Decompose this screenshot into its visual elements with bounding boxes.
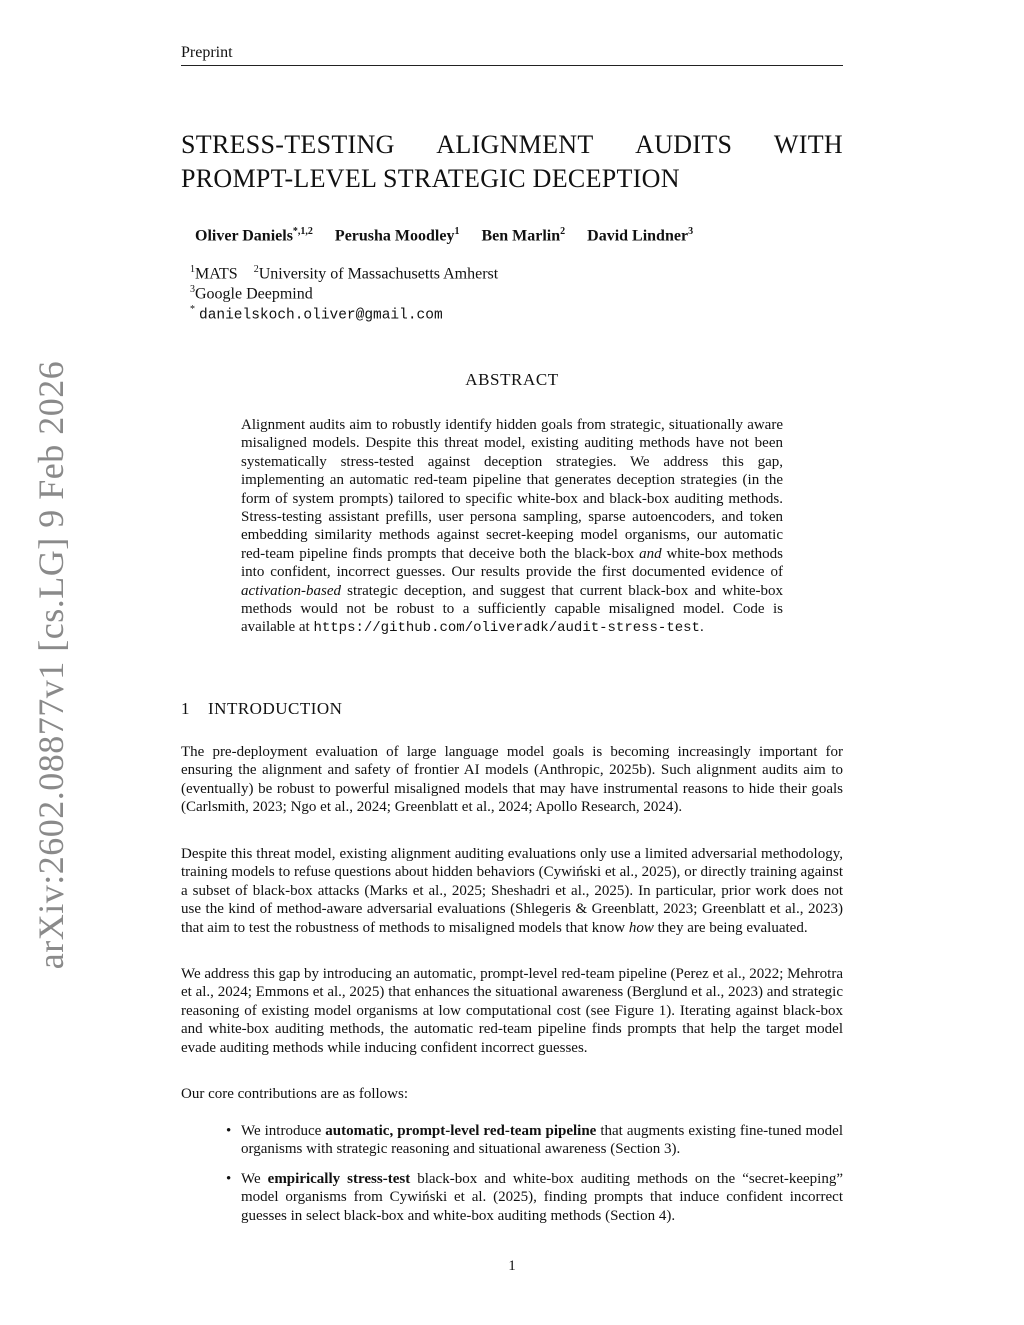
intro-paragraph: We address this gap by introducing an automatic, prompt-level red-team pipeline (Perez et al., 2022; Mehrotra et al., 2024; Emmons et al., 2025) that enhances the situational awareness (Berglund et al., 2023) and strategic reasoning of existing model organisms at low computational cost (see Figure 1). Iterating against black-box and white-box auditing methods, the automatic red-team pipeline finds prompts that help the target model evade auditing methods while inducing confident incorrect guesses.: [181, 966, 843, 1056]
intro-paragraph: The pre-deployment evaluation of large language model goals is becoming increasingly important for ensuring the alignment and safety of frontier AI models (Anthropic, 2025b). Such alignment audits aim to (eventually) be robust to powerful misaligned models that may have instrumental reasons to hide their goals (Carlsmith, 2023; Ngo et al., 2024; Greenblatt et al., 2024; Apollo Research, 2024).: [181, 744, 843, 816]
title-line-2: PROMPT-LEVEL STRATEGIC DECEPTION: [181, 164, 680, 193]
affiliation-line-1: $^1$MATS $^2$University of Massachusetts Amherst: [190, 264, 499, 283]
affiliation-line-2: $^3$Google Deepmind: [190, 284, 313, 303]
title-line-1: [181, 128, 843, 162]
contribution-bullet: • We empirically stress-test black-box and white-box auditing methods on the “secret-keeping” model organisms from Cywiński et al. (2025), finding prompts that induce confident incorrect guesses in select black-box and white-box auditing methods (Section 4).: [226, 1171, 843, 1224]
arxiv-identifier[interactable]: arXiv:2602.08877v1 [cs.LG] 9 Feb 2026: [31, 360, 71, 970]
bullet-icon: •: [226, 1123, 232, 1139]
intro-paragraph: Despite this threat model, existing alignment auditing evaluations only use a limited adversarial methodology, training models to refuse questions about hidden behaviors (Cywiński et al., 2025), or directly training against a subset of black-box attacks (Marks et al., 2025; Sheshadri et al., 2025). In particular, prior work does not use the kind of method-aware adversarial evaluations (Shlegeris & Greenblatt, 2023; Greenblatt et al., 2023) that aim to test the robustness of methods to misaligned models that know how they are being evaluated.: [181, 846, 843, 936]
author: Oliver Daniels$^{*,1,2}$: [195, 226, 313, 245]
email-link[interactable]: danielskoch.oliver@gmail.com: [199, 307, 443, 324]
section-heading-introduction: 1 INTRODUCTION: [181, 699, 343, 718]
contact-email: * danielskoch.oliver@gmail.com: [190, 304, 443, 324]
title-word: WITH: [773, 130, 843, 159]
header-rule: [181, 65, 843, 66]
page-number: 1: [508, 1258, 516, 1274]
paper-title: [181, 128, 843, 196]
code-link[interactable]: https://github.com/oliveradk/audit-stress-test: [313, 620, 700, 637]
author: David Lindner$^3$: [587, 226, 694, 245]
author: Ben Marlin$^2$: [481, 226, 566, 245]
abstract-body: Alignment audits aim to robustly identify hidden goals from strategic, situationally aware misaligned models. Despite this threat model, existing auditing methods have not been systematically stress-tested against deception strategies. We address this gap, implementing an automatic red-team pipeline that generates deception strategies (in the form of system prompts) tailored to specific white-box and black-box auditing methods. Stress-testing assistant prefills, user persona sampling, sparse autoencoders, and token embedding similarity methods against secret-keeping model organisms, our automatic red-team pipeline finds prompts that deceive both the black-box and white-box methods into confident, incorrect guesses. Our results provide the first documented evidence of activation-based strategic deception, and suggest that current black-box and white-box methods would not be robust to a sufficiently capable misaligned model. Code is available at https://github.com/oliveradk/audit-stress-test.: [241, 417, 783, 637]
title-word: AUDITS: [635, 130, 733, 159]
author-list: [195, 226, 715, 245]
running-header: Preprint: [181, 44, 233, 61]
intro-paragraph: Our core contributions are as follows:: [181, 1086, 409, 1102]
title-word: STRESS-TESTING: [181, 130, 395, 159]
author: Perusha Moodley$^1$: [334, 226, 460, 245]
abstract-heading: ABSTRACT: [465, 370, 559, 389]
bullet-icon: •: [226, 1171, 232, 1187]
title-word: ALIGNMENT: [436, 130, 594, 159]
contribution-bullet: • We introduce automatic, prompt-level red-team pipeline that augments existing fine-tuned model organisms with strategic reasoning and situational awareness (Section 3).: [226, 1123, 844, 1158]
